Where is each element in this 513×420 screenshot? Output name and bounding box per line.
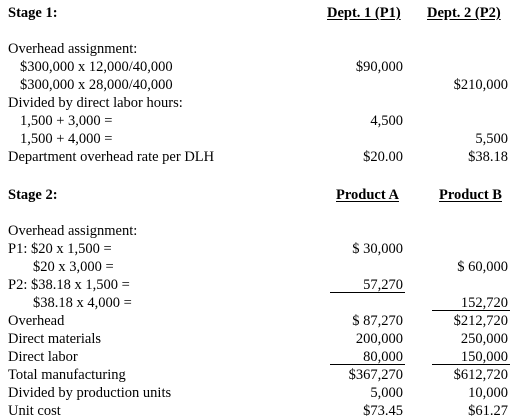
direct-labor-label: Direct labor	[8, 349, 78, 365]
divided-by-dlh-label: Divided by direct labor hours:	[8, 95, 183, 111]
product-a-total-rule	[330, 364, 405, 365]
product-b-header: Product B	[439, 187, 502, 203]
direct-labor-a-value: 80,000	[363, 349, 403, 365]
production-units-a-value: 5,000	[370, 385, 403, 401]
rate-p2-value: $38.18	[468, 149, 508, 165]
dlh-p2-formula: 1,500 + 4,000 =	[20, 131, 113, 147]
p1-product-a-formula: P1: $20 x 1,500 =	[8, 241, 112, 257]
unit-cost-b-value: $61.27	[468, 403, 508, 419]
overhead-assignment-label-2: Overhead assignment:	[8, 223, 138, 239]
product-a-header: Product A	[336, 187, 399, 203]
overhead-label: Overhead	[8, 313, 65, 329]
production-units-label: Divided by production units	[8, 385, 172, 401]
rate-p1-value: $20.00	[363, 149, 403, 165]
rate-per-dlh-label: Department overhead rate per DLH	[8, 149, 215, 165]
dlh-p2-value: 5,500	[475, 131, 508, 147]
p2-product-a-formula: P2: $38.18 x 1,500 =	[8, 277, 130, 293]
direct-materials-b-value: 250,000	[460, 331, 508, 347]
dlh-p1-value: 4,500	[370, 113, 403, 129]
product-b-subtotal-rule	[432, 310, 510, 311]
overhead-b-value: $212,720	[453, 313, 508, 329]
stage2-title: Stage 2:	[8, 187, 58, 203]
dept2-header: Dept. 2 (P2)	[427, 5, 501, 21]
p1-product-b-formula: $20 x 3,000 =	[33, 259, 114, 275]
p2-allocation-formula: $300,000 x 28,000/40,000	[20, 77, 173, 93]
stage1-title: Stage 1:	[8, 5, 58, 21]
p1-product-a-value: $ 30,000	[352, 241, 403, 257]
dlh-p1-formula: 1,500 + 3,000 =	[20, 113, 113, 129]
p1-product-b-value: $ 60,000	[457, 259, 508, 275]
overhead-a-value: $ 87,270	[352, 313, 403, 329]
dept1-header: Dept. 1 (P1)	[327, 5, 401, 21]
direct-materials-label: Direct materials	[8, 331, 101, 347]
direct-labor-b-value: 150,000	[460, 349, 508, 365]
total-manufacturing-b-value: $612,720	[453, 367, 508, 383]
total-manufacturing-a-value: $367,270	[348, 367, 403, 383]
production-units-b-value: 10,000	[468, 385, 508, 401]
p2-product-a-value: 57,270	[363, 277, 403, 293]
direct-materials-a-value: 200,000	[355, 331, 403, 347]
p2-product-b-value: 152,720	[460, 295, 508, 311]
p1-allocation-formula: $300,000 x 12,000/40,000	[20, 59, 173, 75]
unit-cost-a-value: $73.45	[363, 403, 403, 419]
product-b-total-rule	[432, 364, 510, 365]
product-a-subtotal-rule	[330, 292, 405, 293]
unit-cost-label: Unit cost	[8, 403, 61, 419]
overhead-assignment-label: Overhead assignment:	[8, 41, 138, 57]
p2-allocation-value: $210,000	[453, 77, 508, 93]
p1-allocation-value: $90,000	[355, 59, 403, 75]
p2-product-b-formula: $38.18 x 4,000 =	[33, 295, 132, 311]
total-manufacturing-label: Total manufacturing	[8, 367, 126, 383]
